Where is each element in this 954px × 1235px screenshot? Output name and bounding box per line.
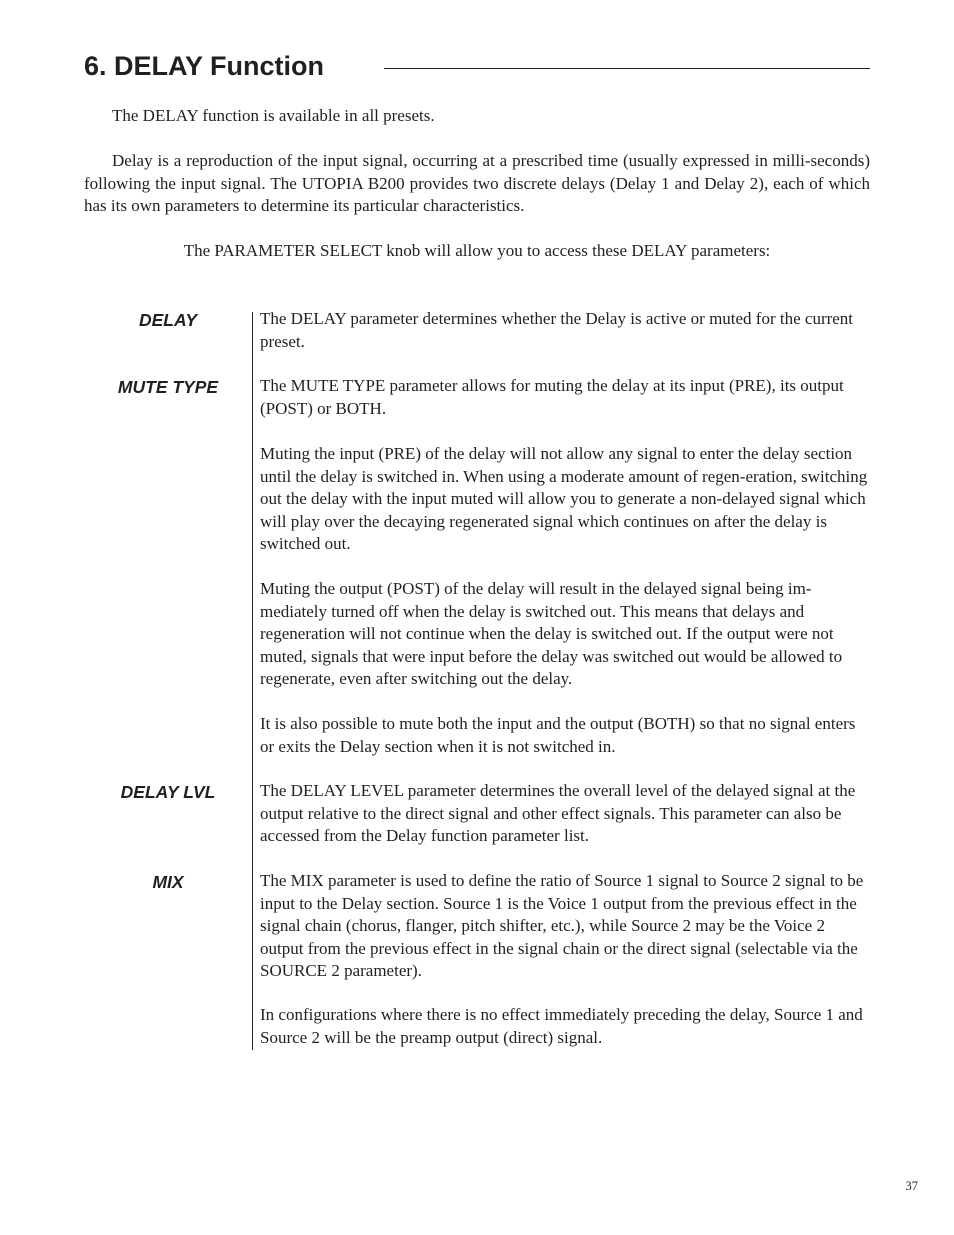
param-label-mix: MIX [152,872,184,892]
param-desc-mute-type-1: The MUTE TYPE parameter allows for muting the delay at its input (PRE), its output (POST) or BOTH. [260,376,844,418]
intro-paragraph-2: Delay is a reproduction of the input signal, occurring at a prescribed time (usually expressed in milli-seconds) following the input signal. The UTOPIA B200 provides two discrete delays (Delay 1 and Delay 2), each of which has its own parameters to determine its particular characteristics. [84,151,870,215]
section-heading: 6. DELAY Function [84,51,325,81]
intro-paragraph-1: The DELAY function is available in all presets. [112,106,435,125]
param-desc-mute-type-2: Muting the input (PRE) of the delay will not allow any signal to enter the delay section until the delay is switched in. When using a moderate amount of regen-eration, switching out the delay with the input muted will allow you to generate a non-delayed signal which will play over the decaying regenerated signal which continues on after the delay is switched out. [260,444,868,553]
param-desc-mute-type-4: It is also possible to mute both the input and the output (BOTH) so that no signal enters or exits the Delay section when it is not switched in. [260,714,856,756]
intro-paragraph-3: The PARAMETER SELECT knob will allow you to access these DELAY parameters: [183,241,771,260]
heading-rule [384,68,870,69]
param-desc-delay-1: The DELAY parameter determines whether the Delay is active or muted for the current preset. [260,309,854,351]
param-desc-mix-2: In configurations where there is no effect immediately preceding the delay, Source 1 and Source 2 will be the preamp output (direct) signal. [260,1005,863,1047]
param-desc-mute-type-3: Muting the output (POST) of the delay will result in the delayed signal being im-mediately turned off when the delay is switched out. This means that delays and regeneration will not continue when the delay is switched out. If the output were not muted, signals that were input before the delay was switched out would be allowed to regenerate, even after switching out the delay. [260,579,843,688]
parameter-divider-line [252,312,253,1050]
param-desc-mix-1: The MIX parameter is used to define the ratio of Source 1 signal to Source 2 signal to be input to the Delay section. Source 1 is the Voice 1 output from the previous effect in the signal chain (chorus, flanger, pitch shifter, etc.), while Source 2 may be the Voice 2 output from the previous effect in the signal chain or the direct signal (selectable via the SOURCE 2 parameter). [260,871,864,980]
page-number: 37 [905,1179,918,1193]
param-label-mute-type: MUTE TYPE [117,377,219,397]
param-label-delay-lvl: DELAY LVL [120,782,216,802]
param-desc-delay-lvl-1: The DELAY LEVEL parameter determines the overall level of the delayed signal at the output relative to the direct signal and other effect signals. This parameter can also be accessed from the Delay function parameter list. [260,781,856,845]
param-label-delay: DELAY [138,310,197,330]
